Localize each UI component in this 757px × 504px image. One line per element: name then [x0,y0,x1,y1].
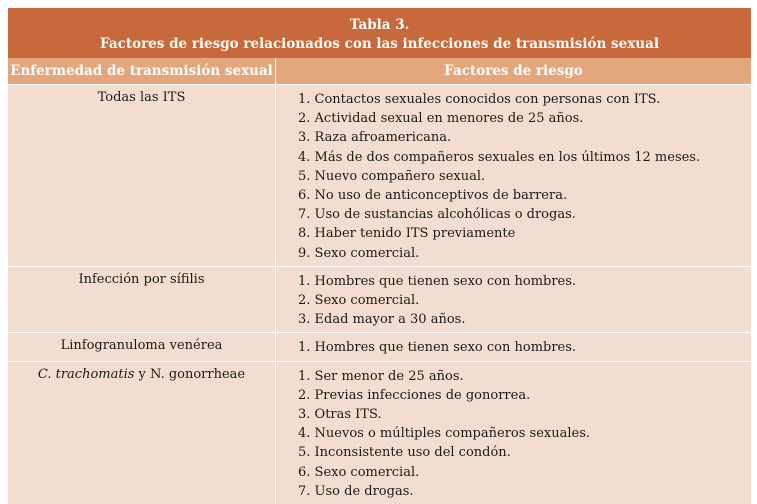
table-row [8,85,751,267]
disease-cell: Linfogranuloma venérea [8,333,276,361]
disease-cell: Todas las ITS [8,85,276,267]
risk-factor-item: 4. Más de dos compañeros sexuales en los últimos 12 meses. [298,149,701,165]
risk-factor-item: 2. Sexo comercial. [298,293,420,309]
disease-cell [8,361,276,504]
risk-factor-item: 6. No uso de anticonceptivos de barrera. [298,188,568,204]
risk-factor-item: 1. Hombres que tienen sexo con hombres. [298,273,577,289]
risk-factors-table [8,58,751,504]
risk-factor-item: 9. Sexo comercial. [298,245,420,261]
risk-factor-item: 5. Nuevo compañero sexual. [298,168,486,184]
risk-factor-item: 3. Raza afroamericana. [298,130,452,146]
factors-cell [276,361,752,504]
table-row [8,333,751,361]
table-title [8,8,751,58]
risk-factor-item: 2. Previas infecciones de gonorrea. [298,387,531,403]
header-factors: Factores de riesgo [276,58,752,85]
disease-species-rest: y N. gonorrheae [134,366,246,382]
factors-cell [276,266,752,333]
risk-factor-item: 3. Edad mayor a 30 años. [298,312,466,328]
disease-species-italic: C. trachomatis [37,366,135,382]
risk-factor-item: 5. Inconsistente uso del condón. [298,445,511,461]
table-number: Tabla 3. [349,17,410,33]
risk-factor-item: 3. Otras ITS. [298,407,382,423]
risk-factors-table-container [8,8,751,504]
header-row [8,58,751,85]
disease-cell: Infección por sífilis [8,266,276,333]
risk-factor-item: 1. Hombres que tienen sexo con hombres. [298,340,577,356]
risk-factor-item: 1. Ser menor de 25 años. [298,368,464,384]
risk-factor-item: 7. Uso de sustancias alcohólicas o drogas. [298,207,576,223]
factors-cell [276,85,752,267]
table-row [8,266,751,333]
risk-factor-item: 7. Uso de drogas. [298,483,414,499]
table-caption: Factores de riesgo relacionados con las infecciones de transmisión sexual [100,36,659,52]
risk-factor-item: 8. Haber tenido ITS previamente [298,226,516,242]
risk-factor-item: 6. Sexo comercial. [298,464,420,480]
header-disease: Enfermedad de transmisión sexual [8,58,276,85]
factors-cell [276,333,752,361]
table-row [8,361,751,504]
risk-factor-item: 1. Contactos sexuales conocidos con personas con ITS. [298,92,661,107]
risk-factor-item: 4. Nuevos o múltiples compañeros sexuales. [298,426,591,442]
risk-factor-item: 2. Actividad sexual en menores de 25 años. [298,111,584,127]
